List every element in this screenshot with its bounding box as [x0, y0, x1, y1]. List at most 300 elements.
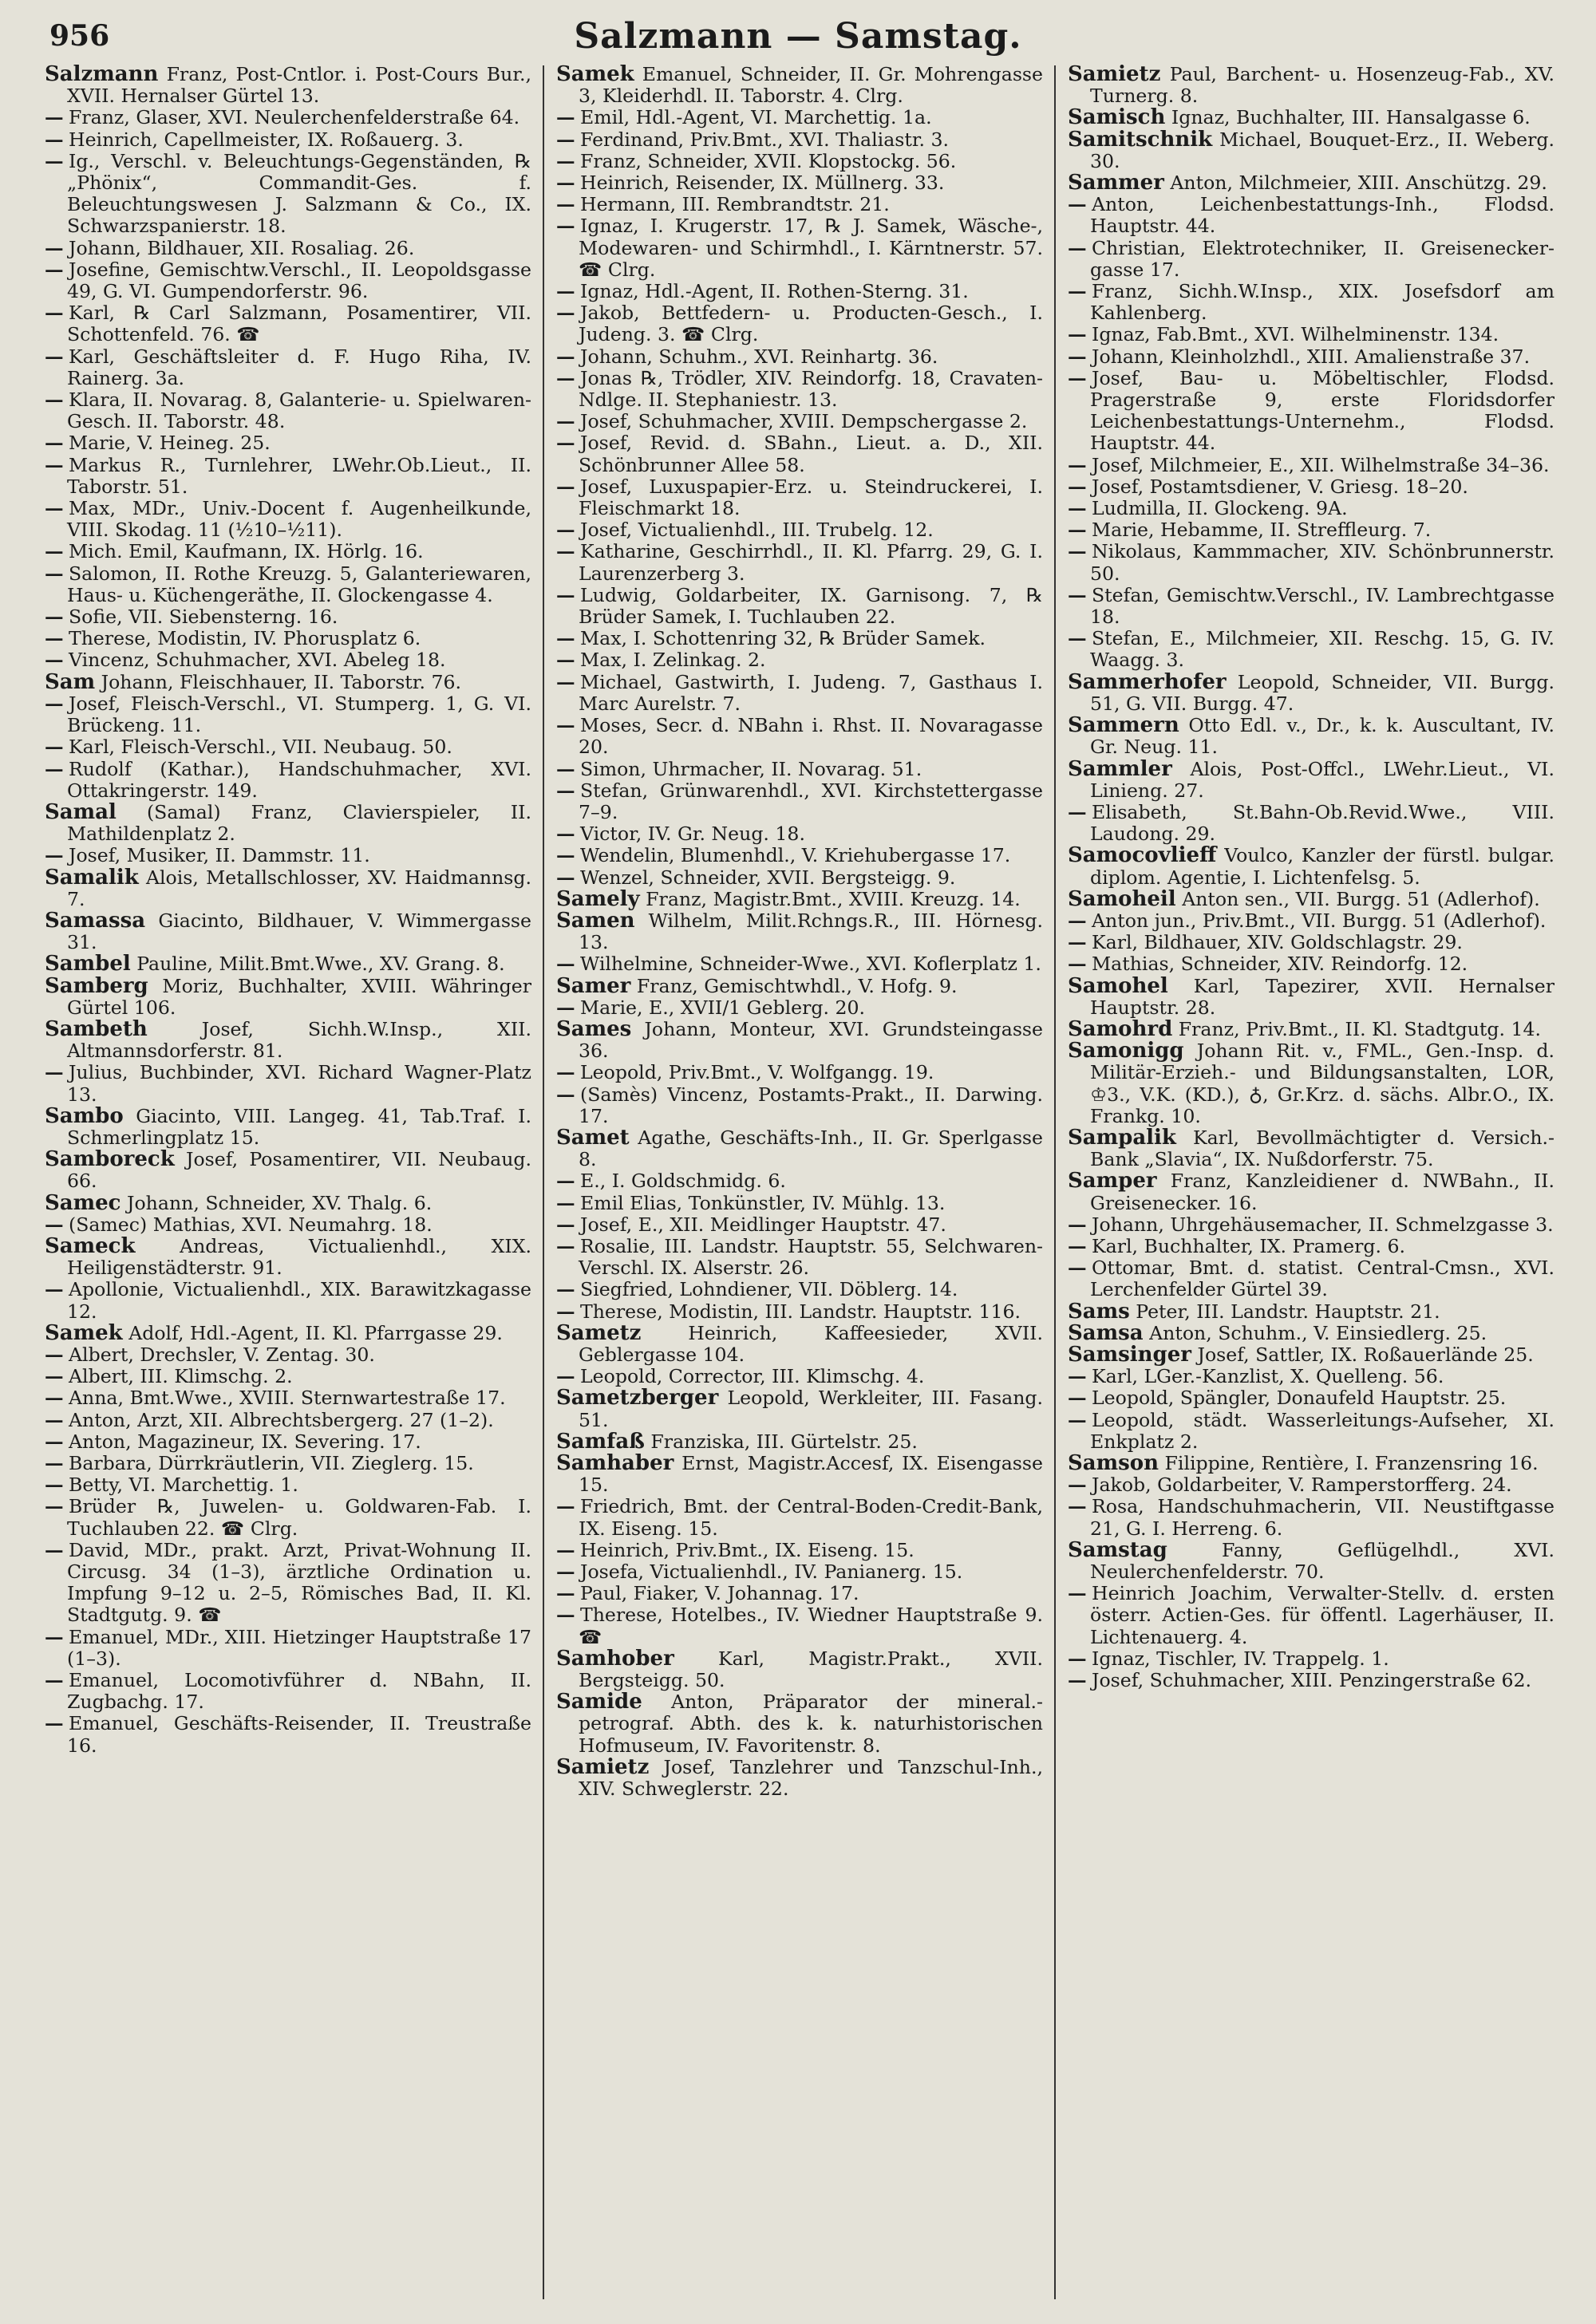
entry-details: Rosa, Handschuhmacherin, VII. Neustiftgasse 21, G. I. Herreng. 6. — [1090, 1495, 1555, 1540]
ditto-dash: — — [556, 649, 575, 672]
entry-details: Mich. Emil, Kaufmann, IX. Hörlg. 16. — [69, 540, 424, 563]
entry-surname: Sammer — [1068, 171, 1164, 195]
ditto-dash: — — [45, 236, 64, 259]
entry-details: Agathe, Geschäfts-Inh., II. Gr. Sperlgasse 8. — [579, 1126, 1043, 1171]
ditto-dash: — — [45, 106, 64, 129]
ditto-dash: — — [1068, 1387, 1087, 1410]
ditto-dash: — — [45, 1061, 64, 1084]
directory-entry — [45, 541, 531, 562]
ditto-dash: — — [1068, 1257, 1087, 1280]
directory-entry — [1068, 845, 1555, 888]
entry-details: Emil, Hdl.-Agent, VI. Marchettig. 1a. — [580, 106, 932, 129]
ditto-dash: — — [1068, 280, 1087, 303]
entry-surname: Samet — [556, 1125, 630, 1150]
directory-entry — [1068, 973, 1555, 1019]
ditto-dash: — — [45, 562, 64, 585]
directory-entry — [556, 910, 1043, 953]
directory-entry — [556, 845, 1043, 866]
directory-entry — [1068, 346, 1555, 368]
ditto-dash: — — [1068, 193, 1087, 216]
directory-entry — [1068, 932, 1555, 953]
entry-surname: Sameck — [45, 1233, 136, 1258]
directory-entry — [45, 1474, 531, 1496]
entry-details: Leopold, Corrector, III. Klimschg. 4. — [580, 1365, 925, 1388]
entry-surname: Samhaber — [556, 1451, 674, 1475]
entry-details: Giacinto, Bildhauer, V. Wimmergasse 31. — [67, 909, 531, 954]
entry-surname: Samohel — [1068, 973, 1168, 998]
entry-details: Karl, LGer.-Kanzlist, X. Quelleng. 56. — [1092, 1365, 1444, 1388]
entry-details: Paul, Fiaker, V. Johannag. 17. — [580, 1582, 859, 1605]
entry-details: Friedrich, Bmt. der Central-Boden-Credit-Bank, IX. Eiseng. 15. — [579, 1495, 1043, 1540]
ditto-dash: — — [556, 714, 575, 737]
entry-surname: Sams — [1068, 1299, 1130, 1324]
entry-details: (Samal) Franz, Clavierspieler, II. Mathildenplatz 2. — [67, 800, 531, 846]
directory-entry — [1068, 1537, 1555, 1584]
entry-details: Betty, VI. Marchettig. 1. — [69, 1474, 298, 1497]
entry-details: Anton, Arzt, XII. Albrechtsbergerg. 27 (1–2). — [69, 1408, 494, 1431]
directory-entry — [1068, 1496, 1555, 1539]
entry-details: Jakob, Goldarbeiter, V. Ramperstorfferg. 24. — [1092, 1474, 1512, 1497]
directory-entry — [1068, 1410, 1555, 1453]
ditto-dash: — — [1068, 800, 1087, 823]
entry-details: Johann, Kleinholzhdl., XIII. Amalienstraße 37. — [1092, 345, 1531, 368]
entry-details: Emanuel, MDr., XIII. Hietzinger Hauptstraße 17 (1–3). — [67, 1625, 531, 1670]
entry-surname: Samper — [1068, 1169, 1157, 1194]
entry-details: Johann Rit. v., FML., Gen.-Insp. d. Militär-Erzieh.- und Bildungsanstalten, LOR, ♔3., V.K. (KD.), ♁, Gr.Krz. d. sächs. Albr.O., IX. Frankg. 10. — [1090, 1040, 1555, 1127]
entry-details: Ignaz, Buchhalter, III. Hansalgasse 6. — [1171, 106, 1531, 129]
entry-surname: Samek — [45, 1320, 123, 1345]
entry-surname: Samboreck — [45, 1147, 175, 1172]
entry-details: Christian, Elektrotechniker, II. Greisenecker-gasse 17. — [1090, 236, 1555, 281]
ditto-dash: — — [1068, 366, 1087, 389]
ditto-dash: — — [1068, 519, 1087, 542]
entry-details: Franz, Sichh.W.Insp., XIX. Josefsdorf am Kahlenberg. — [1090, 280, 1555, 325]
directory-entry — [556, 867, 1043, 889]
ditto-dash: — — [1068, 1365, 1087, 1388]
ditto-dash: — — [1068, 1234, 1087, 1257]
entry-details: E., I. Goldschmidg. 6. — [580, 1170, 786, 1193]
directory-entry — [1068, 172, 1555, 194]
directory-entry — [556, 1193, 1043, 1214]
ditto-dash: — — [45, 258, 64, 281]
entry-surname: Sambeth — [45, 1016, 148, 1041]
directory-entry — [45, 1713, 531, 1756]
directory-entry — [556, 672, 1043, 715]
entry-details: Anna, Bmt.Wwe., XVIII. Sternwartestraße 17. — [69, 1387, 506, 1410]
running-title: Salzmann — Samstag. — [574, 16, 1022, 57]
entry-surname: Sammerhofer — [1068, 669, 1227, 694]
ditto-dash: — — [556, 193, 575, 216]
directory-entry — [1068, 1583, 1555, 1648]
ditto-dash: — — [556, 1191, 575, 1214]
ditto-dash: — — [556, 1278, 575, 1301]
entry-surname: Samson — [1068, 1451, 1159, 1475]
entry-details: Josef, E., XII. Meidlinger Hauptstr. 47. — [580, 1213, 946, 1236]
ditto-dash: — — [556, 1170, 575, 1193]
directory-entry — [556, 715, 1043, 758]
directory-entry — [556, 823, 1043, 845]
entry-details: Anton, Leichenbestattungs-Inh., Flodsd. Hauptstr. 44. — [1090, 193, 1555, 238]
entry-details: Karl, Magistr.Prakt., XVII. Bergsteigg. 50. — [579, 1647, 1043, 1692]
directory-entry — [1068, 1474, 1555, 1496]
entry-surname: Samek — [556, 64, 634, 86]
directory-entry — [1068, 238, 1555, 281]
directory-entry — [45, 845, 531, 866]
entry-details: Marie, V. Heineg. 25. — [69, 432, 271, 455]
entry-details: Johann, Fleischhauer, II. Taborstr. 76. — [101, 670, 461, 693]
ditto-dash: — — [1068, 931, 1087, 954]
entry-surname: Samfaß — [556, 1429, 645, 1454]
entry-details: Karl, Geschäftsleiter d. F. Hugo Riha, IV. Rainerg. 3a. — [67, 345, 531, 389]
directory-entry — [45, 1453, 531, 1474]
directory-entry — [45, 563, 531, 606]
directory-entry — [556, 64, 1043, 107]
entry-details: Emanuel, Geschäfts-Reisender, II. Treustraße 16. — [67, 1712, 531, 1757]
ditto-dash: — — [556, 410, 575, 433]
ditto-dash: — — [45, 128, 64, 151]
directory-entry — [45, 1190, 531, 1215]
entry-details: Stefan, Gemischtw.Verschl., IV. Lambrechtgasse 18. — [1090, 583, 1555, 629]
ditto-dash: — — [45, 149, 64, 172]
directory-entry — [45, 867, 531, 910]
directory-entry — [556, 172, 1043, 194]
entry-details: Josef, Victualienhdl., III. Trubelg. 12. — [580, 519, 934, 542]
ditto-dash: — — [556, 627, 575, 650]
directory-entry — [556, 1127, 1043, 1170]
entry-surname: Sametzberger — [556, 1386, 719, 1411]
ditto-dash: — — [45, 540, 64, 563]
directory-entry — [45, 1279, 531, 1322]
directory-entry — [45, 302, 531, 345]
directory-entry — [1068, 1301, 1555, 1323]
entry-details: Karl, Tapezirer, XVII. Hernalser Hauptstr. 28. — [1090, 974, 1555, 1019]
directory-entry — [1068, 802, 1555, 845]
ditto-dash: — — [1068, 453, 1087, 476]
entry-details: Anton, Präparator der mineral.-petrograf. Abth. des k. k. naturhistorischen Hofmuseum, IV. Favoritenstr. 8. — [579, 1691, 1043, 1757]
directory-entry — [45, 498, 531, 541]
ditto-dash: — — [556, 866, 575, 889]
entry-details: Heinrich Joachim, Verwalter-Stellv. d. ersten österr. Actien-Ges. für öffentl. Lagerhäuser, II. Lichtenauerg. 4. — [1090, 1582, 1555, 1648]
entry-surname: Sametz — [556, 1320, 642, 1345]
ditto-dash: — — [556, 779, 575, 802]
ditto-dash: — — [1068, 1647, 1087, 1670]
ditto-dash: — — [45, 1538, 64, 1561]
entry-surname: Samalik — [45, 865, 139, 890]
ditto-dash: — — [556, 1213, 575, 1236]
ditto-dash: — — [45, 1452, 64, 1474]
directory-entry — [556, 519, 1043, 541]
directory-entry — [556, 151, 1043, 172]
ditto-dash: — — [1068, 583, 1087, 606]
directory-entry — [556, 1583, 1043, 1604]
ditto-dash: — — [1068, 540, 1087, 563]
ditto-dash: — — [556, 996, 575, 1019]
entry-details: Franz, Glaser, XVI. Neulerchenfelderstraße 64. — [69, 106, 520, 129]
ditto-dash: — — [556, 1300, 575, 1323]
entry-details: David, MDr., prakt. Arzt, Privat-Wohnung II. Circusg. 34 (1–3), ärztliche Ordination u. Impfung 9–12 u. 2–5, Römisches Bad, II. Kl. Stadtgutg. 9. ☎ — [67, 1538, 531, 1627]
directory-entry — [556, 476, 1043, 519]
entry-details: Brüder ℞, Juwelen- u. Goldwaren-Fab. I. Tuchlauben 22. ☎ Clrg. — [67, 1495, 531, 1540]
directory-entry — [556, 1062, 1043, 1083]
directory-entry — [556, 281, 1043, 302]
entry-details: Josef, Fleisch-Verschl., VI. Stumperg. 1, G. VI. Brückeng. 11. — [67, 692, 531, 737]
entry-details: Peter, III. Landstr. Hauptstr. 21. — [1136, 1300, 1440, 1323]
entry-details: Josef, Posamentirer, VII. Neubaug. 66. — [67, 1148, 531, 1193]
entry-details: Johann, Bildhauer, XII. Rosaliag. 26. — [69, 236, 415, 259]
entry-details: Katharine, Geschirrhdl., II. Kl. Pfarrg. 29, G. I. Laurenzerberg 3. — [579, 540, 1043, 585]
ditto-dash: — — [556, 757, 575, 780]
directory-entry — [556, 1540, 1043, 1561]
directory-entry — [1068, 498, 1555, 519]
entry-details: Voulco, Kanzler der fürstl. bulgar. diplom. Agentie, I. Lichtenfelsg. 5. — [1090, 844, 1555, 889]
entry-surname: Samonigg — [1068, 1039, 1184, 1063]
entry-details: Michael, Gastwirth, I. Judeng. 7, Gasthaus I. Marc Aurelstr. 7. — [579, 670, 1043, 715]
directory-entry — [1068, 64, 1555, 107]
directory-entry — [556, 1301, 1043, 1323]
ditto-dash: — — [556, 1538, 575, 1561]
entry-surname: Samen — [556, 908, 635, 933]
directory-entry — [45, 1062, 531, 1105]
ditto-dash: — — [45, 692, 64, 715]
entry-details: Stefan, E., Milchmeier, XII. Reschg. 15, G. IV. Waagg. 3. — [1090, 627, 1555, 672]
directory-entry — [45, 1214, 531, 1236]
entry-details: Max, MDr., Univ.-Docent f. Augenheilkunde, VIII. Skodag. 11 (½10–½11). — [67, 497, 531, 542]
directory-entry — [1068, 910, 1555, 932]
directory-entry — [1068, 541, 1555, 584]
entry-details: Franz, Schneider, XVII. Klopstockg. 56. — [580, 149, 957, 172]
ditto-dash: — — [1068, 1474, 1087, 1497]
directory-entry — [45, 649, 531, 671]
directory-entry — [1068, 368, 1555, 455]
entry-details: Therese, Modistin, III. Landstr. Hauptstr. 116. — [580, 1300, 1021, 1323]
entry-surname: Sam — [45, 669, 96, 694]
entry-details: Franz, Priv.Bmt., II. Kl. Stadtgutg. 14. — [1178, 1017, 1542, 1040]
entry-details: Julius, Buchbinder, XVI. Richard Wagner-Platz 13. — [67, 1061, 531, 1106]
directory-entry — [45, 238, 531, 259]
ditto-dash: — — [45, 606, 64, 629]
directory-entry — [1068, 1648, 1555, 1670]
ditto-dash: — — [1068, 323, 1087, 346]
entry-details: Ignaz, Tischler, IV. Trappelg. 1. — [1092, 1647, 1389, 1670]
ditto-dash: — — [45, 1365, 64, 1388]
directory-column-1 — [45, 64, 531, 2314]
directory-entry — [556, 1604, 1043, 1647]
directory-entry — [1068, 1366, 1555, 1387]
directory-entry — [556, 1170, 1043, 1192]
directory-entry — [45, 953, 531, 975]
entry-details: Giacinto, VIII. Langeg. 41, Tab.Traf. I. Schmerlingplatz 15. — [67, 1104, 531, 1149]
entry-surname: Samsa — [1068, 1320, 1144, 1345]
directory-entry — [45, 1431, 531, 1453]
directory-entry — [556, 346, 1043, 368]
ditto-dash: — — [1068, 627, 1087, 650]
entry-details: Stefan, Grünwarenhdl., XVI. Kirchstettergasse 7–9. — [579, 779, 1043, 823]
entry-details: Anton jun., Priv.Bmt., VII. Burgg. 51 (Adlerhof). — [1092, 909, 1547, 932]
entry-details: Josefa, Victualienhdl., IV. Panianerg. 15. — [580, 1561, 963, 1584]
entry-details: Leopold, Spängler, Donaufeld Hauptstr. 25. — [1092, 1387, 1507, 1410]
entry-details: Leopold, Priv.Bmt., V. Wolfgangg. 19. — [580, 1061, 934, 1084]
ditto-dash: — — [1068, 497, 1087, 520]
directory-entry — [556, 953, 1043, 975]
entry-details: Karl, Bevollmächtigter d. Versich.-Bank „Slavia“, IX. Nußdorferstr. 75. — [1090, 1126, 1555, 1171]
directory-entry — [556, 194, 1043, 215]
ditto-dash: — — [45, 1387, 64, 1410]
ditto-dash: — — [45, 1625, 64, 1648]
ditto-dash: — — [45, 432, 64, 455]
entry-details: Josef, Musiker, II. Dammstr. 11. — [69, 844, 370, 867]
ditto-dash: — — [45, 757, 64, 780]
entry-surname: Samstag — [1068, 1537, 1167, 1562]
ditto-dash: — — [45, 649, 64, 672]
entry-details: Elisabeth, St.Bahn-Ob.Revid.Wwe., VIII. Laudong. 29. — [1090, 800, 1555, 846]
entry-details: Mathias, Schneider, XIV. Reindorfg. 12. — [1092, 953, 1468, 976]
directory-entry — [1068, 1320, 1555, 1345]
entry-surname: Samocovlieff — [1068, 843, 1217, 868]
entry-surname: Salzmann — [45, 64, 159, 86]
entry-details: Heinrich, Priv.Bmt., IX. Eiseng. 15. — [580, 1538, 915, 1561]
entry-details: Michael, Bouquet-Erz., II. Weberg. 30. — [1090, 128, 1555, 172]
entry-details: Karl, Fleisch-Verschl., VII. Neubaug. 50. — [69, 736, 452, 759]
directory-entry — [556, 1648, 1043, 1691]
entry-surname: Samietz — [1068, 64, 1161, 86]
directory-column-2 — [556, 64, 1043, 2314]
ditto-dash: — — [556, 345, 575, 368]
ditto-dash: — — [1068, 345, 1087, 368]
ditto-dash: — — [556, 844, 575, 867]
entry-details: (Samec) Mathias, XVI. Neumahrg. 18. — [69, 1213, 433, 1236]
ditto-dash: — — [45, 453, 64, 476]
entry-surname: Sammern — [1068, 713, 1179, 738]
directory-entry — [556, 1236, 1043, 1279]
entry-details: Josef, Tanzlehrer und Tanzschul-Inh., XIV. Schweglerstr. 22. — [579, 1755, 1043, 1801]
directory-entry — [45, 259, 531, 302]
entry-details: Marie, E., XVII/1 Geblerg. 20. — [580, 996, 865, 1019]
entry-details: Johann, Monteur, XVI. Grundsteingasse 36. — [579, 1017, 1043, 1063]
entry-surname: Samer — [556, 973, 631, 998]
directory-entry — [1068, 1170, 1555, 1213]
ditto-dash: — — [556, 1083, 575, 1106]
entry-surname: Samal — [45, 799, 117, 824]
ditto-dash: — — [556, 215, 575, 238]
directory-entry — [1068, 324, 1555, 345]
entry-surname: Samassa — [45, 908, 146, 933]
entry-details: Franz, Post-Cntlor. i. Post-Cours Bur., XVII. Hernalser Gürtel 13. — [67, 64, 531, 108]
directory-entry — [556, 585, 1043, 628]
ditto-dash: — — [1068, 1582, 1087, 1605]
directory-entry — [45, 628, 531, 649]
entry-details: Karl, Bildhauer, XIV. Goldschlagstr. 29. — [1092, 931, 1463, 954]
entry-details: Moses, Secr. d. NBahn i. Rhst. II. Novaragasse 20. — [579, 714, 1043, 759]
directory-entry — [45, 1670, 531, 1713]
directory-entry — [556, 1016, 1043, 1063]
directory-entry — [45, 389, 531, 432]
entry-details: Fanny, Geflügelhdl., XVI. Neulerchenfelderstr. 70. — [1090, 1538, 1555, 1584]
entry-details: Ludwig, Goldarbeiter, IX. Garnisong. 7, ℞ Brüder Samek, I. Tuchlauben 22. — [579, 583, 1043, 629]
directory-entry — [556, 780, 1043, 823]
ditto-dash: — — [556, 1365, 575, 1388]
entry-details: Ernst, Magistr.Accesf, IX. Eisengasse 15. — [579, 1452, 1043, 1497]
directory-entry — [45, 1627, 531, 1670]
entry-details: Anton sen., VII. Burgg. 51 (Adlerhof). — [1182, 887, 1540, 910]
ditto-dash: — — [556, 823, 575, 846]
entry-details: Otto Edl. v., Dr., k. k. Auscultant, IV. Gr. Neug. 11. — [1090, 714, 1555, 759]
entry-details: Wilhelmine, Schneider-Wwe., XVI. Koflerplatz 1. — [580, 953, 1041, 976]
directory-entry — [556, 1320, 1043, 1366]
directory-entry — [556, 215, 1043, 281]
directory-entry — [556, 1214, 1043, 1236]
directory-entry — [556, 1387, 1043, 1430]
directory-entry — [556, 1561, 1043, 1583]
entry-details: Barbara, Dürrkräutlerin, VII. Zieglerg. 15. — [69, 1452, 474, 1474]
entry-surname: Samohrd — [1068, 1016, 1173, 1041]
ditto-dash: — — [45, 1474, 64, 1497]
entry-surname: Samec — [45, 1190, 121, 1215]
directory-entry — [45, 346, 531, 389]
entry-details: Filippine, Rentière, I. Franzensring 16. — [1164, 1452, 1539, 1474]
directory-entry — [1068, 756, 1555, 802]
directory-entry — [45, 1410, 531, 1431]
entry-details: Jonas ℞, Trödler, XIV. Reindorfg. 18, Cravaten-Ndlge. II. Stephaniestr. 13. — [579, 366, 1043, 412]
directory-entry — [45, 1320, 531, 1345]
entry-surname: Samitschnik — [1068, 127, 1213, 152]
directory-entry — [45, 693, 531, 736]
entry-surname: Samhober — [556, 1646, 674, 1671]
ditto-dash: — — [45, 1278, 64, 1301]
directory-entry — [556, 628, 1043, 649]
ditto-dash: — — [556, 519, 575, 542]
ditto-dash: — — [45, 345, 64, 368]
ditto-dash: — — [1068, 1408, 1087, 1431]
entry-surname: Samietz — [556, 1754, 650, 1779]
entry-surname: Samide — [556, 1690, 642, 1714]
directory-entry — [1068, 628, 1555, 671]
ditto-dash: — — [45, 1408, 64, 1431]
entry-details: Ferdinand, Priv.Bmt., XVI. Thaliastr. 3. — [580, 128, 950, 151]
entry-details: Rosalie, III. Landstr. Hauptstr. 55, Selchwaren-Verschl. IX. Alserstr. 26. — [579, 1234, 1043, 1280]
entry-details: Anton, Schuhm., V. Einsiedlerg. 25. — [1149, 1321, 1487, 1344]
ditto-dash: — — [45, 1495, 64, 1518]
column-rule — [543, 65, 544, 2299]
ditto-dash: — — [556, 953, 575, 976]
directory-entry — [556, 432, 1043, 475]
directory-entry — [556, 1496, 1043, 1539]
entry-details: Josefine, Gemischtw.Verschl., II. Leopoldsgasse 49, G. VI. Gumpendorferstr. 96. — [67, 258, 531, 303]
directory-entry — [45, 799, 531, 846]
directory-entry — [556, 411, 1043, 432]
entry-details: Victor, IV. Gr. Neug. 18. — [580, 823, 805, 846]
entry-details: Klara, II. Novarag. 8, Galanterie- u. Spielwaren-Gesch. II. Taborstr. 48. — [67, 389, 531, 433]
directory-entry — [45, 107, 531, 128]
entry-details: Vincenz, Schuhmacher, XVI. Abeleg 18. — [69, 649, 446, 672]
ditto-dash: — — [1068, 475, 1087, 498]
ditto-dash: — — [1068, 1669, 1087, 1692]
directory-entry — [556, 1084, 1043, 1127]
ditto-dash: — — [45, 1343, 64, 1366]
directory-entry — [45, 1387, 531, 1409]
ditto-dash: — — [556, 1495, 575, 1518]
ditto-dash: — — [1068, 953, 1087, 976]
entry-details: Nikolaus, Kammmacher, XIV. Schönbrunnerstr. 50. — [1090, 540, 1555, 585]
entry-details: Simon, Uhrmacher, II. Novarag. 51. — [580, 757, 922, 780]
ditto-dash: — — [556, 280, 575, 303]
entry-details: Therese, Hotelbes., IV. Wiedner Hauptstraße 9. ☎ — [579, 1604, 1043, 1648]
entry-details: Ignaz, Fab.Bmt., XVI. Wilhelminenstr. 134. — [1092, 323, 1499, 346]
entry-details: Emanuel, Schneider, II. Gr. Mohrengasse 3, Kleiderhdl. II. Taborstr. 4. Clrg. — [579, 64, 1043, 108]
entry-details: Alois, Post-Offcl., LWehr.Lieut., VI. Linieng. 27. — [1090, 757, 1555, 802]
directory-entry — [556, 1366, 1043, 1387]
directory-entry — [1068, 1236, 1555, 1257]
entry-details: Johann, Schneider, XV. Thalg. 6. — [127, 1191, 433, 1214]
